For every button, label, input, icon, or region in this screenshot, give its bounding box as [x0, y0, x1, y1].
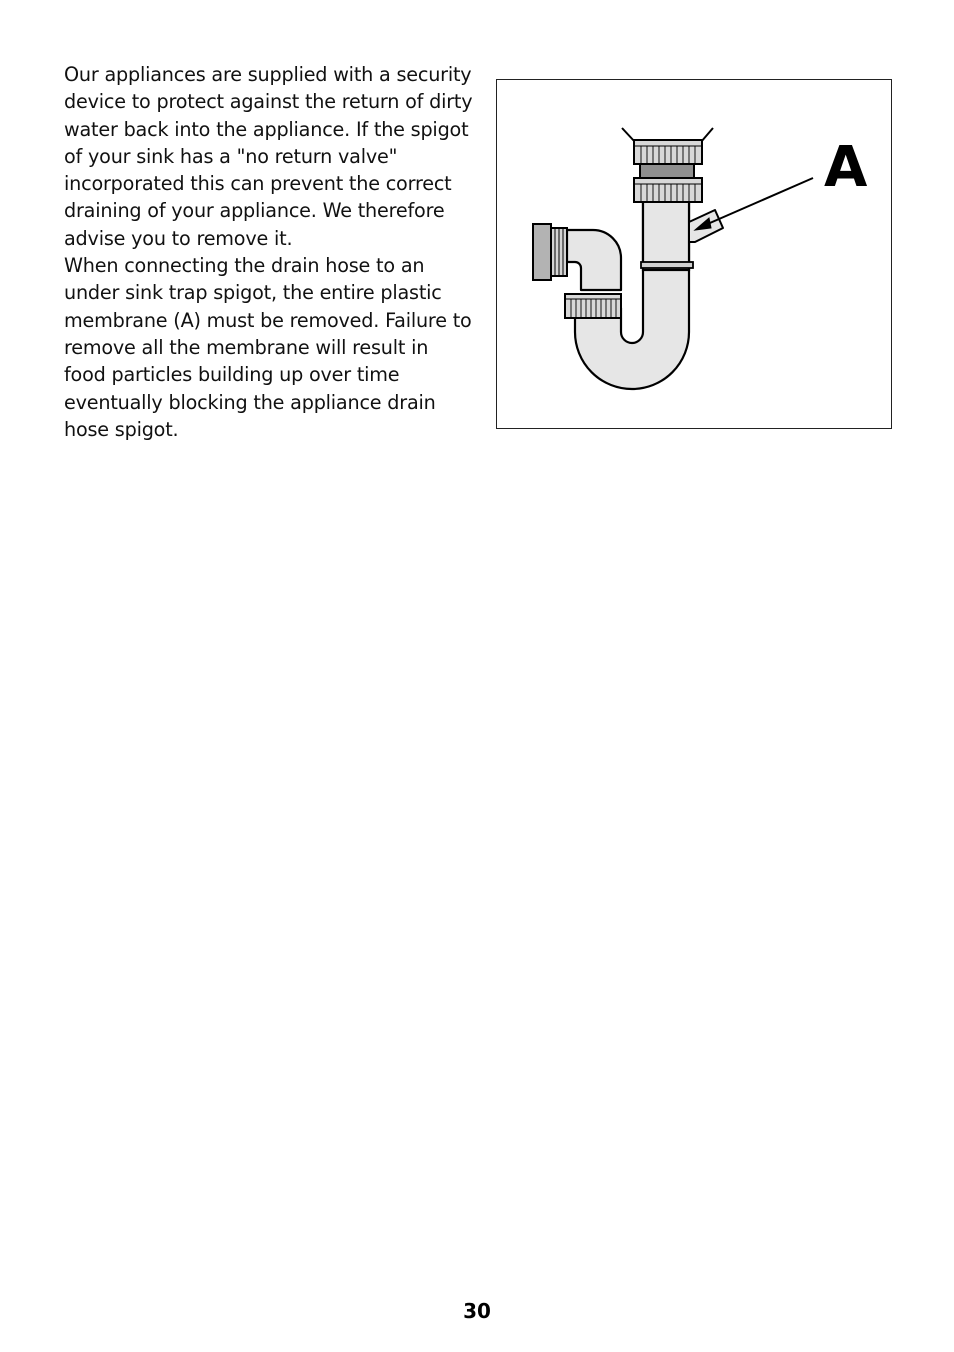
pipe-collar: [641, 262, 693, 268]
page-number: 30: [463, 1299, 491, 1323]
upper-nut: [634, 178, 702, 202]
top-nut: [634, 140, 702, 164]
callout-arrow-line: [703, 178, 813, 226]
instruction-text: [64, 61, 474, 443]
lower-nut: [565, 294, 621, 318]
left-elbow: [567, 230, 621, 290]
paragraph-security-device: Our appliances are supplied with a security device to protect against the return of dirty water back into the appliance. If the spigot of your sink has a "no return valve" incorporated this can prevent the correct draining of your appliance. We therefore advise you to remove it.: [64, 63, 473, 250]
left-coupling: [533, 224, 551, 280]
sink-trap-illustration: [497, 80, 891, 428]
sink-trap-figure: [496, 79, 892, 429]
vertical-pipe: [643, 200, 689, 270]
dark-washer: [640, 164, 694, 178]
callout-label-a: A: [824, 135, 868, 200]
paragraph-membrane-removal: When connecting the drain hose to an under sink trap spigot, the entire plastic membrane (A) must be removed. Failure to remove all the membrane will result in food particles building up over time eventually blocking the appliance drain hose spigot.: [64, 254, 472, 441]
